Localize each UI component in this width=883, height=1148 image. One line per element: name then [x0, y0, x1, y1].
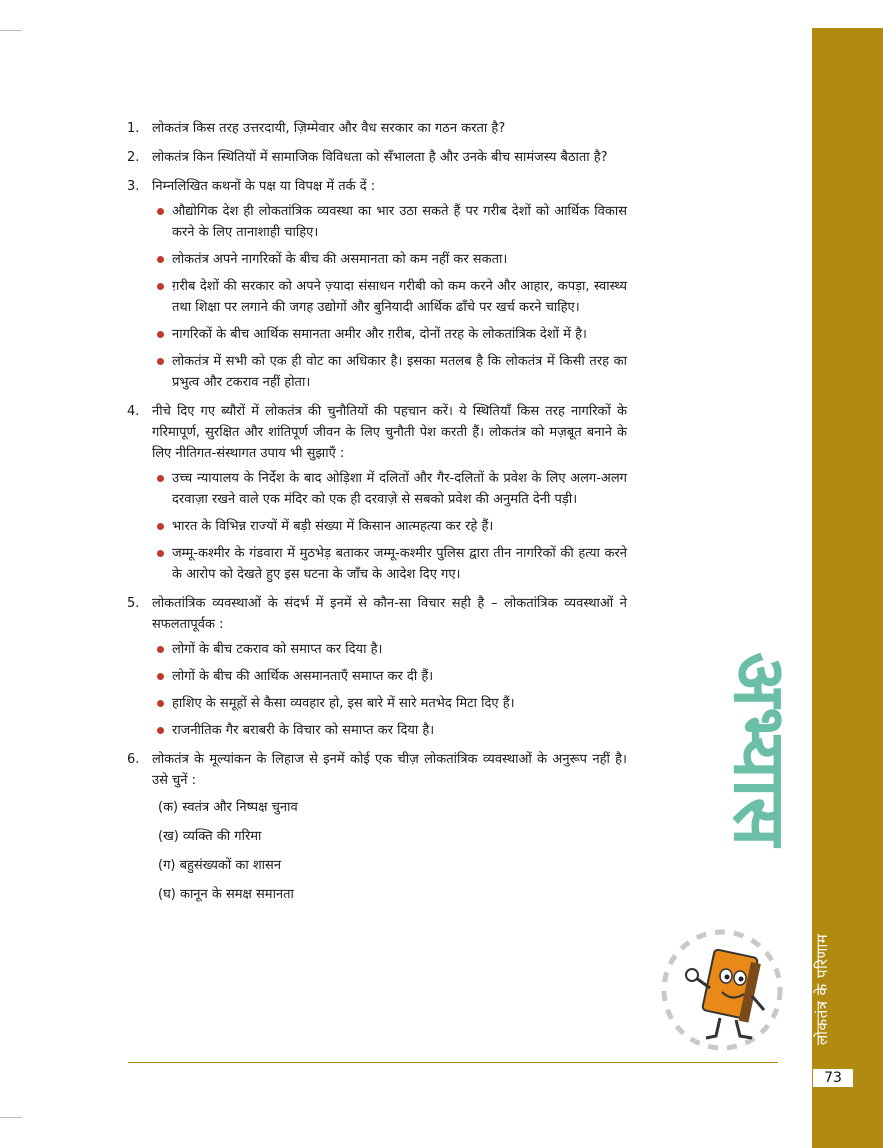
question-text: नीचे दिए गए ब्यौरों में लोकतंत्र की चुनौतियों की पहचान करें। ये स्थितियाँ किस तरह नागरिकों के गरिमापूर्ण, सुरक्षित और शांतिपूर्ण जीवन के लिए चुनौती पेश करती हैं। लोकतंत्र को मज़बूत बनाने के लिए नीतिगत-संस्थागत उपाय भी सुझाएँ : [152, 404, 627, 461]
list-item: लोकतंत्र अपने नागरिकों के बीच की असमानता को कम नहीं कर सकता। [152, 249, 627, 270]
list-item: ग़रीब देशों की सरकार को अपने ज़्यादा संसाधन गरीबी को कम करने और आहार, कपड़ा, स्वास्थ्य तथा शिक्षा पर लगाने की जगह उद्योगों और बुनियादी आर्थिक ढाँचे पर खर्च करने चाहिए। [152, 276, 627, 318]
option-list [158, 797, 627, 905]
exercise-content [127, 118, 627, 913]
question-number: 4. [127, 404, 140, 419]
question-text: लोकतंत्र किस तरह उत्तरदायी, ज़िम्मेवार और वैध सरकार का गठन करता है? [152, 121, 506, 136]
list-item: राजनीतिक गैर बराबरी के विचार को समाप्त कर दिया है। [152, 720, 627, 741]
list-item: लोगों के बीच की आर्थिक असमानताएँ समाप्त कर दी हैं। [152, 666, 627, 687]
question-6 [127, 749, 627, 905]
question-2 [127, 147, 627, 168]
option-item: (ग) बहुसंख्यकों का शासन [158, 858, 282, 873]
bullet-list [152, 468, 627, 585]
question-1 [127, 118, 627, 139]
option-item: (घ) कानून के समक्ष समानता [158, 887, 294, 902]
option-item: (क) स्वतंत्र और निष्पक्ष चुनाव [158, 800, 298, 815]
bullet-list [152, 639, 627, 741]
question-5 [127, 593, 627, 741]
question-text: लोकतांत्रिक व्यवस्थाओं के संदर्भ में इनमें से कौन-सा विचार सही है – लोकतांत्रिक व्यवस्थाओं ने सफलतापूर्वक : [152, 596, 627, 632]
question-4 [127, 401, 627, 585]
question-number: 3. [127, 179, 140, 194]
question-text: लोकतंत्र किन स्थितियों में सामाजिक विविधता को सँभालता है और उनके बीच सामंजस्य बैठाता है? [152, 150, 608, 165]
question-number: 6. [127, 752, 140, 767]
crop-mark [0, 1117, 22, 1118]
question-number: 2. [127, 150, 140, 165]
list-item: हाशिए के समूहों से कैसा व्यवहार हो, इस बारे में सारे मतभेद मिटा दिए हैं। [152, 693, 627, 714]
question-3 [127, 176, 627, 393]
question-number: 1. [127, 121, 140, 136]
exercise-heading: अभ्यास [718, 652, 802, 847]
list-item: लोगों के बीच टकराव को समाप्त कर दिया है। [152, 639, 627, 660]
option-item: (ख) व्यक्ति की गरिमा [158, 829, 262, 844]
chapter-title [812, 1015, 883, 1045]
exercise-heading-container [718, 652, 812, 922]
list-item: नागरिकों के बीच आर्थिक समानता अमीर और ग़रीब, दोनों तरह के लोकतांत्रिक देशों में है। [152, 324, 627, 345]
question-number: 5. [127, 596, 140, 611]
footer-rule [128, 1062, 778, 1063]
list-item: उच्च न्यायालय के निर्देश के बाद ओड़िशा में दलितों और गैर-दलितों के प्रवेश के लिए अलग-अलग दरवाज़ा रखने वाले एक मंदिर को एक ही दरवाज़े से सबको प्रवेश की अनुमति देनी पड़ी। [152, 468, 627, 510]
list-item: लोकतंत्र में सभी को एक ही वोट का अधिकार है। इसका मतलब है कि लोकतंत्र में किसी तरह का प्रभुत्व और टकराव नहीं होता। [152, 351, 627, 393]
question-text: निम्नलिखित कथनों के पक्ष या विपक्ष में तर्क दें : [152, 179, 376, 194]
list-item: औद्योगिक देश ही लोकतांत्रिक व्यवस्था का भार उठा सकते हैं पर गरीब देशों को आर्थिक विकास करने के लिए तानाशाही चाहिए। [152, 201, 627, 243]
crop-mark [0, 30, 22, 31]
list-item: भारत के विभिन्न राज्यों में बड़ी संख्या में किसान आत्महत्या कर रहे हैं। [152, 516, 627, 537]
page-number: 73 [812, 1068, 854, 1088]
bullet-list [152, 201, 627, 393]
mascot-illustration-icon [660, 918, 790, 1053]
list-item: जम्मू-कश्मीर के गंडवारा में मुठभेड़ बताकर जम्मू-कश्मीर पुलिस द्वारा तीन नागरिकों की हत्या करने के आरोप को देखते हुए इस घटना के जाँच के आदेश दिए गए। [152, 543, 627, 585]
question-text: लोकतंत्र के मूल्यांकन के लिहाज से इनमें कोई एक चीज़ लोकतांत्रिक व्यवस्थाओं के अनुरूप नहीं है। उसे चुनें : [152, 752, 627, 788]
